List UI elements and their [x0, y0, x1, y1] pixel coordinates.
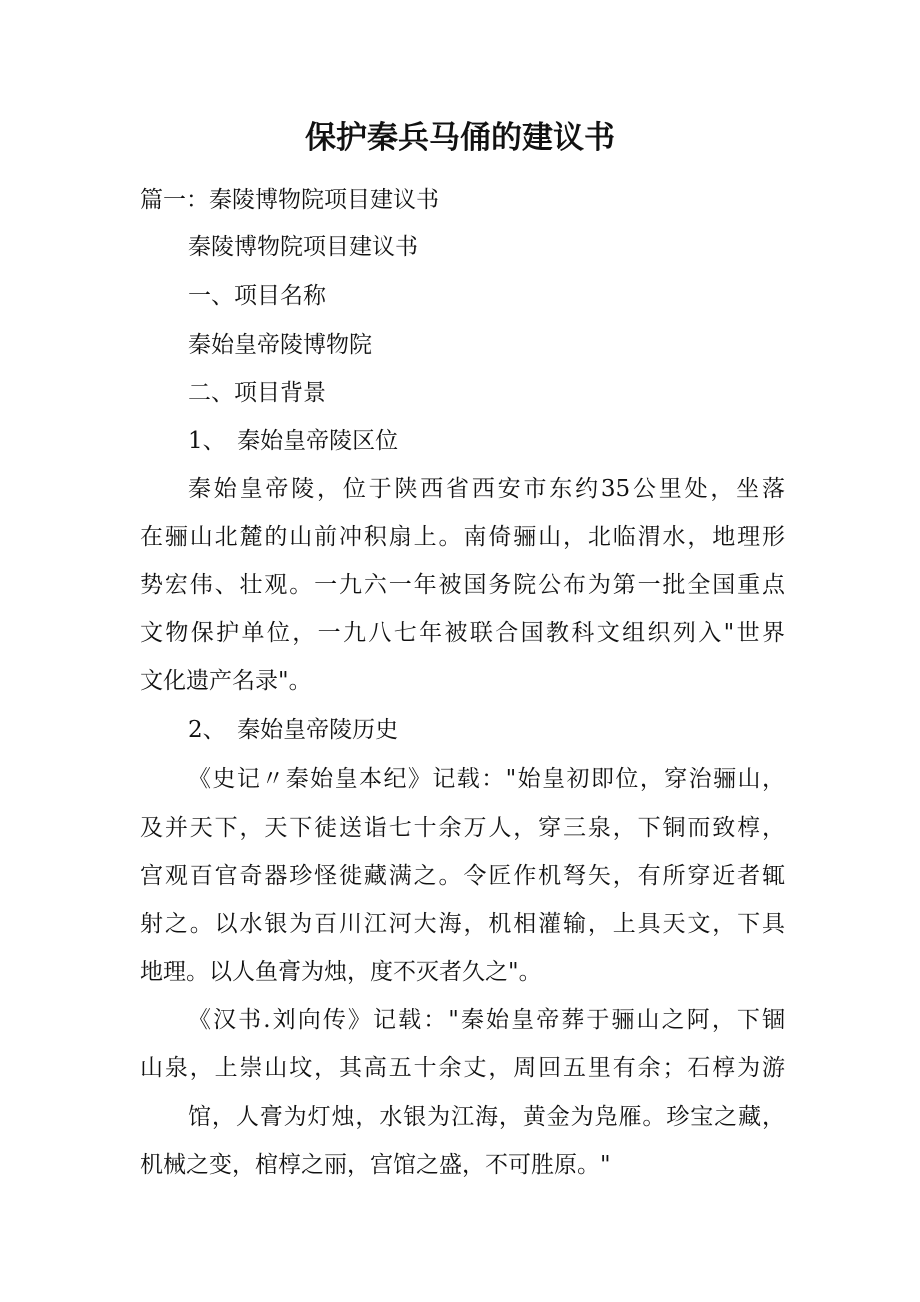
paragraph-line: 秦始皇帝陵，位于陕西省西安市东约35公里处，坐落 [188, 476, 785, 502]
paragraph-line: 在骊山北麓的山前冲积扇上。南倚骊山，北临渭水，地理形 [140, 524, 785, 550]
paragraph-line: 文化遗产名录"。 [140, 668, 312, 694]
section-heading: 篇一：秦陵博物院项目建议书 [140, 187, 439, 213]
paragraph-line: 馆，人膏为灯烛，水银为江海，黄金为凫雁。珍宝之藏， [188, 1104, 785, 1130]
paragraph-line: 势宏伟、壮观。一九六一年被国务院公布为第一批全国重点 [140, 572, 785, 598]
paragraph-line: 一、项目名称 [188, 283, 326, 309]
paragraph-line: 秦始皇帝陵博物院 [188, 332, 372, 358]
paragraph-line: 射之。以水银为百川江河大海，机相灌输，上具天文，下具 [140, 911, 785, 937]
paragraph-line: 机械之变，棺椁之丽，宫馆之盛，不可胜原。" [140, 1152, 611, 1178]
paragraph-line: 1、 秦始皇帝陵区位 [188, 428, 399, 454]
paragraph-line: 宫观百官奇器珍怪徙藏满之。令匠作机弩矢，有所穿近者辄 [140, 863, 785, 889]
paragraph-line: 山泉，上崇山坟，其高五十余丈，周回五里有余；石椁为游 [140, 1055, 785, 1081]
paragraph-line: 《汉书.刘向传》记载："秦始皇帝葬于骊山之阿，下锢 [188, 1007, 785, 1033]
document-title: 保护秦兵马俑的建议书 [305, 120, 615, 156]
paragraph-line: 文物保护单位，一九八七年被联合国教科文组织列入"世界 [140, 620, 785, 646]
paragraph-line: 秦陵博物院项目建议书 [188, 234, 418, 260]
paragraph-line: 二、项目背景 [188, 380, 326, 406]
paragraph-line: 及并天下，天下徒送诣七十余万人，穿三泉，下铜而致椁， [140, 815, 785, 841]
paragraph-line: 地理。以人鱼膏为烛，度不灭者久之"。 [140, 959, 542, 985]
paragraph-line: 《史记〃秦始皇本纪》记载："始皇初即位，穿治骊山， [188, 766, 785, 792]
paragraph-line: 2、 秦始皇帝陵历史 [188, 717, 399, 743]
